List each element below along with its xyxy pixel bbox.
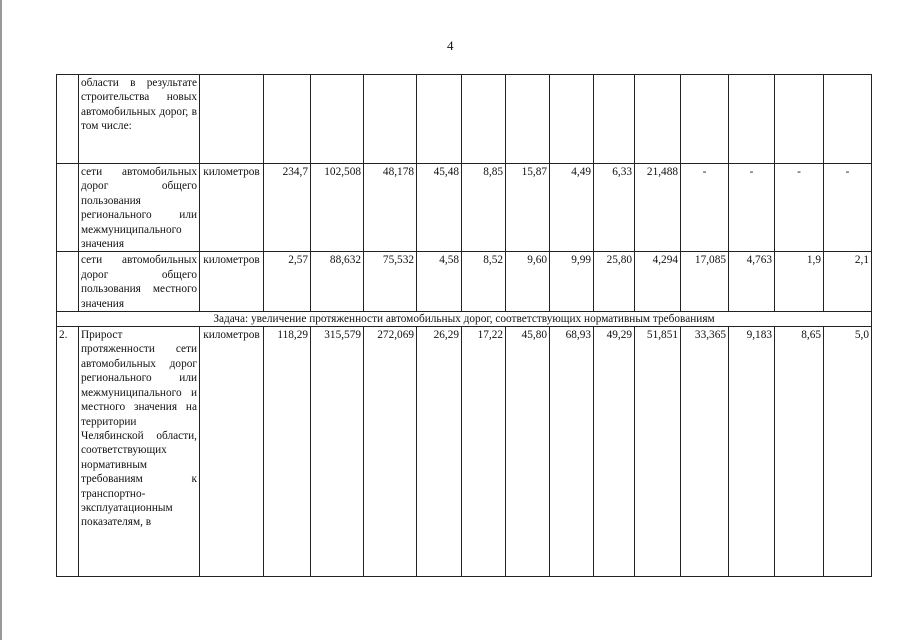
value-cell	[594, 75, 635, 164]
value-cell: 118,29	[264, 327, 311, 577]
row-index	[57, 164, 79, 252]
value-cell: 15,87	[506, 164, 550, 252]
row-unit	[200, 75, 264, 164]
value-cell	[506, 75, 550, 164]
value-cell: 234,7	[264, 164, 311, 252]
row-description-text: Прирост протяженности сети автомобильных дорог регионального или межмуниципального и местного значения на территории Челябинской области, соответствующих нормативным требованиям к транспортно-эксплуатационным показателям, в	[81, 329, 197, 529]
value-cell: 21,488	[635, 164, 681, 252]
value-cell: 88,632	[311, 252, 364, 312]
task-row	[57, 312, 872, 327]
value-cell	[550, 75, 594, 164]
value-cell	[462, 75, 506, 164]
value-cell	[311, 75, 364, 164]
value-cell: -	[775, 164, 824, 252]
value-cell: 75,532	[364, 252, 417, 312]
row-unit: километров	[200, 164, 264, 252]
value-cell: 68,93	[550, 327, 594, 577]
value-cell: 51,851	[635, 327, 681, 577]
page-number: 4	[447, 38, 454, 53]
indicators-table	[56, 74, 872, 577]
row-description: области в результате строительства новых автомобильных дорог, в том числе:	[79, 75, 200, 164]
task-heading: Задача: увеличение протяженности автомобильных дорог, соответствующих нормативным требованиям	[57, 312, 872, 327]
value-cell: 315,579	[311, 327, 364, 577]
row-unit: километров	[200, 252, 264, 312]
value-cell: 4,294	[635, 252, 681, 312]
value-cell: 8,65	[775, 327, 824, 577]
value-cell: 17,22	[462, 327, 506, 577]
value-cell: 9,60	[506, 252, 550, 312]
row-description: сети автомобильных дорог общего пользования местного значения	[79, 252, 200, 312]
value-cell: 33,365	[681, 327, 729, 577]
value-cell: 45,48	[417, 164, 462, 252]
value-cell: 26,29	[417, 327, 462, 577]
value-cell	[264, 75, 311, 164]
value-cell: 2,57	[264, 252, 311, 312]
table-row	[57, 164, 872, 252]
row-unit: километров	[200, 327, 264, 577]
value-cell: 6,33	[594, 164, 635, 252]
value-cell: 2,1	[824, 252, 872, 312]
value-cell: -	[824, 164, 872, 252]
row-index: 2.	[57, 327, 79, 577]
value-cell: 17,085	[681, 252, 729, 312]
value-cell	[364, 75, 417, 164]
value-cell: 8,85	[462, 164, 506, 252]
value-cell	[681, 75, 729, 164]
value-cell: 5,0	[824, 327, 872, 577]
value-cell: -	[681, 164, 729, 252]
row-index	[57, 252, 79, 312]
value-cell: 4,58	[417, 252, 462, 312]
row-index	[57, 75, 79, 164]
value-cell: 48,178	[364, 164, 417, 252]
value-cell: 4,49	[550, 164, 594, 252]
value-cell: 25,80	[594, 252, 635, 312]
value-cell: 102,508	[311, 164, 364, 252]
row-description: сети автомобильных дорог общего пользования регионального или межмуниципального значения	[79, 164, 200, 252]
value-cell	[417, 75, 462, 164]
value-cell	[824, 75, 872, 164]
value-cell: 45,80	[506, 327, 550, 577]
value-cell: -	[729, 164, 775, 252]
value-cell	[775, 75, 824, 164]
value-cell	[729, 75, 775, 164]
table-row-2	[57, 327, 872, 577]
value-cell: 272,069	[364, 327, 417, 577]
row-description	[79, 327, 200, 577]
value-cell	[635, 75, 681, 164]
value-cell: 8,52	[462, 252, 506, 312]
value-cell: 4,763	[729, 252, 775, 312]
table-row	[57, 75, 872, 164]
value-cell: 49,29	[594, 327, 635, 577]
value-cell: 1,9	[775, 252, 824, 312]
value-cell: 9,99	[550, 252, 594, 312]
scan-edge-line	[0, 0, 2, 640]
value-cell: 9,183	[729, 327, 775, 577]
table-row	[57, 252, 872, 312]
